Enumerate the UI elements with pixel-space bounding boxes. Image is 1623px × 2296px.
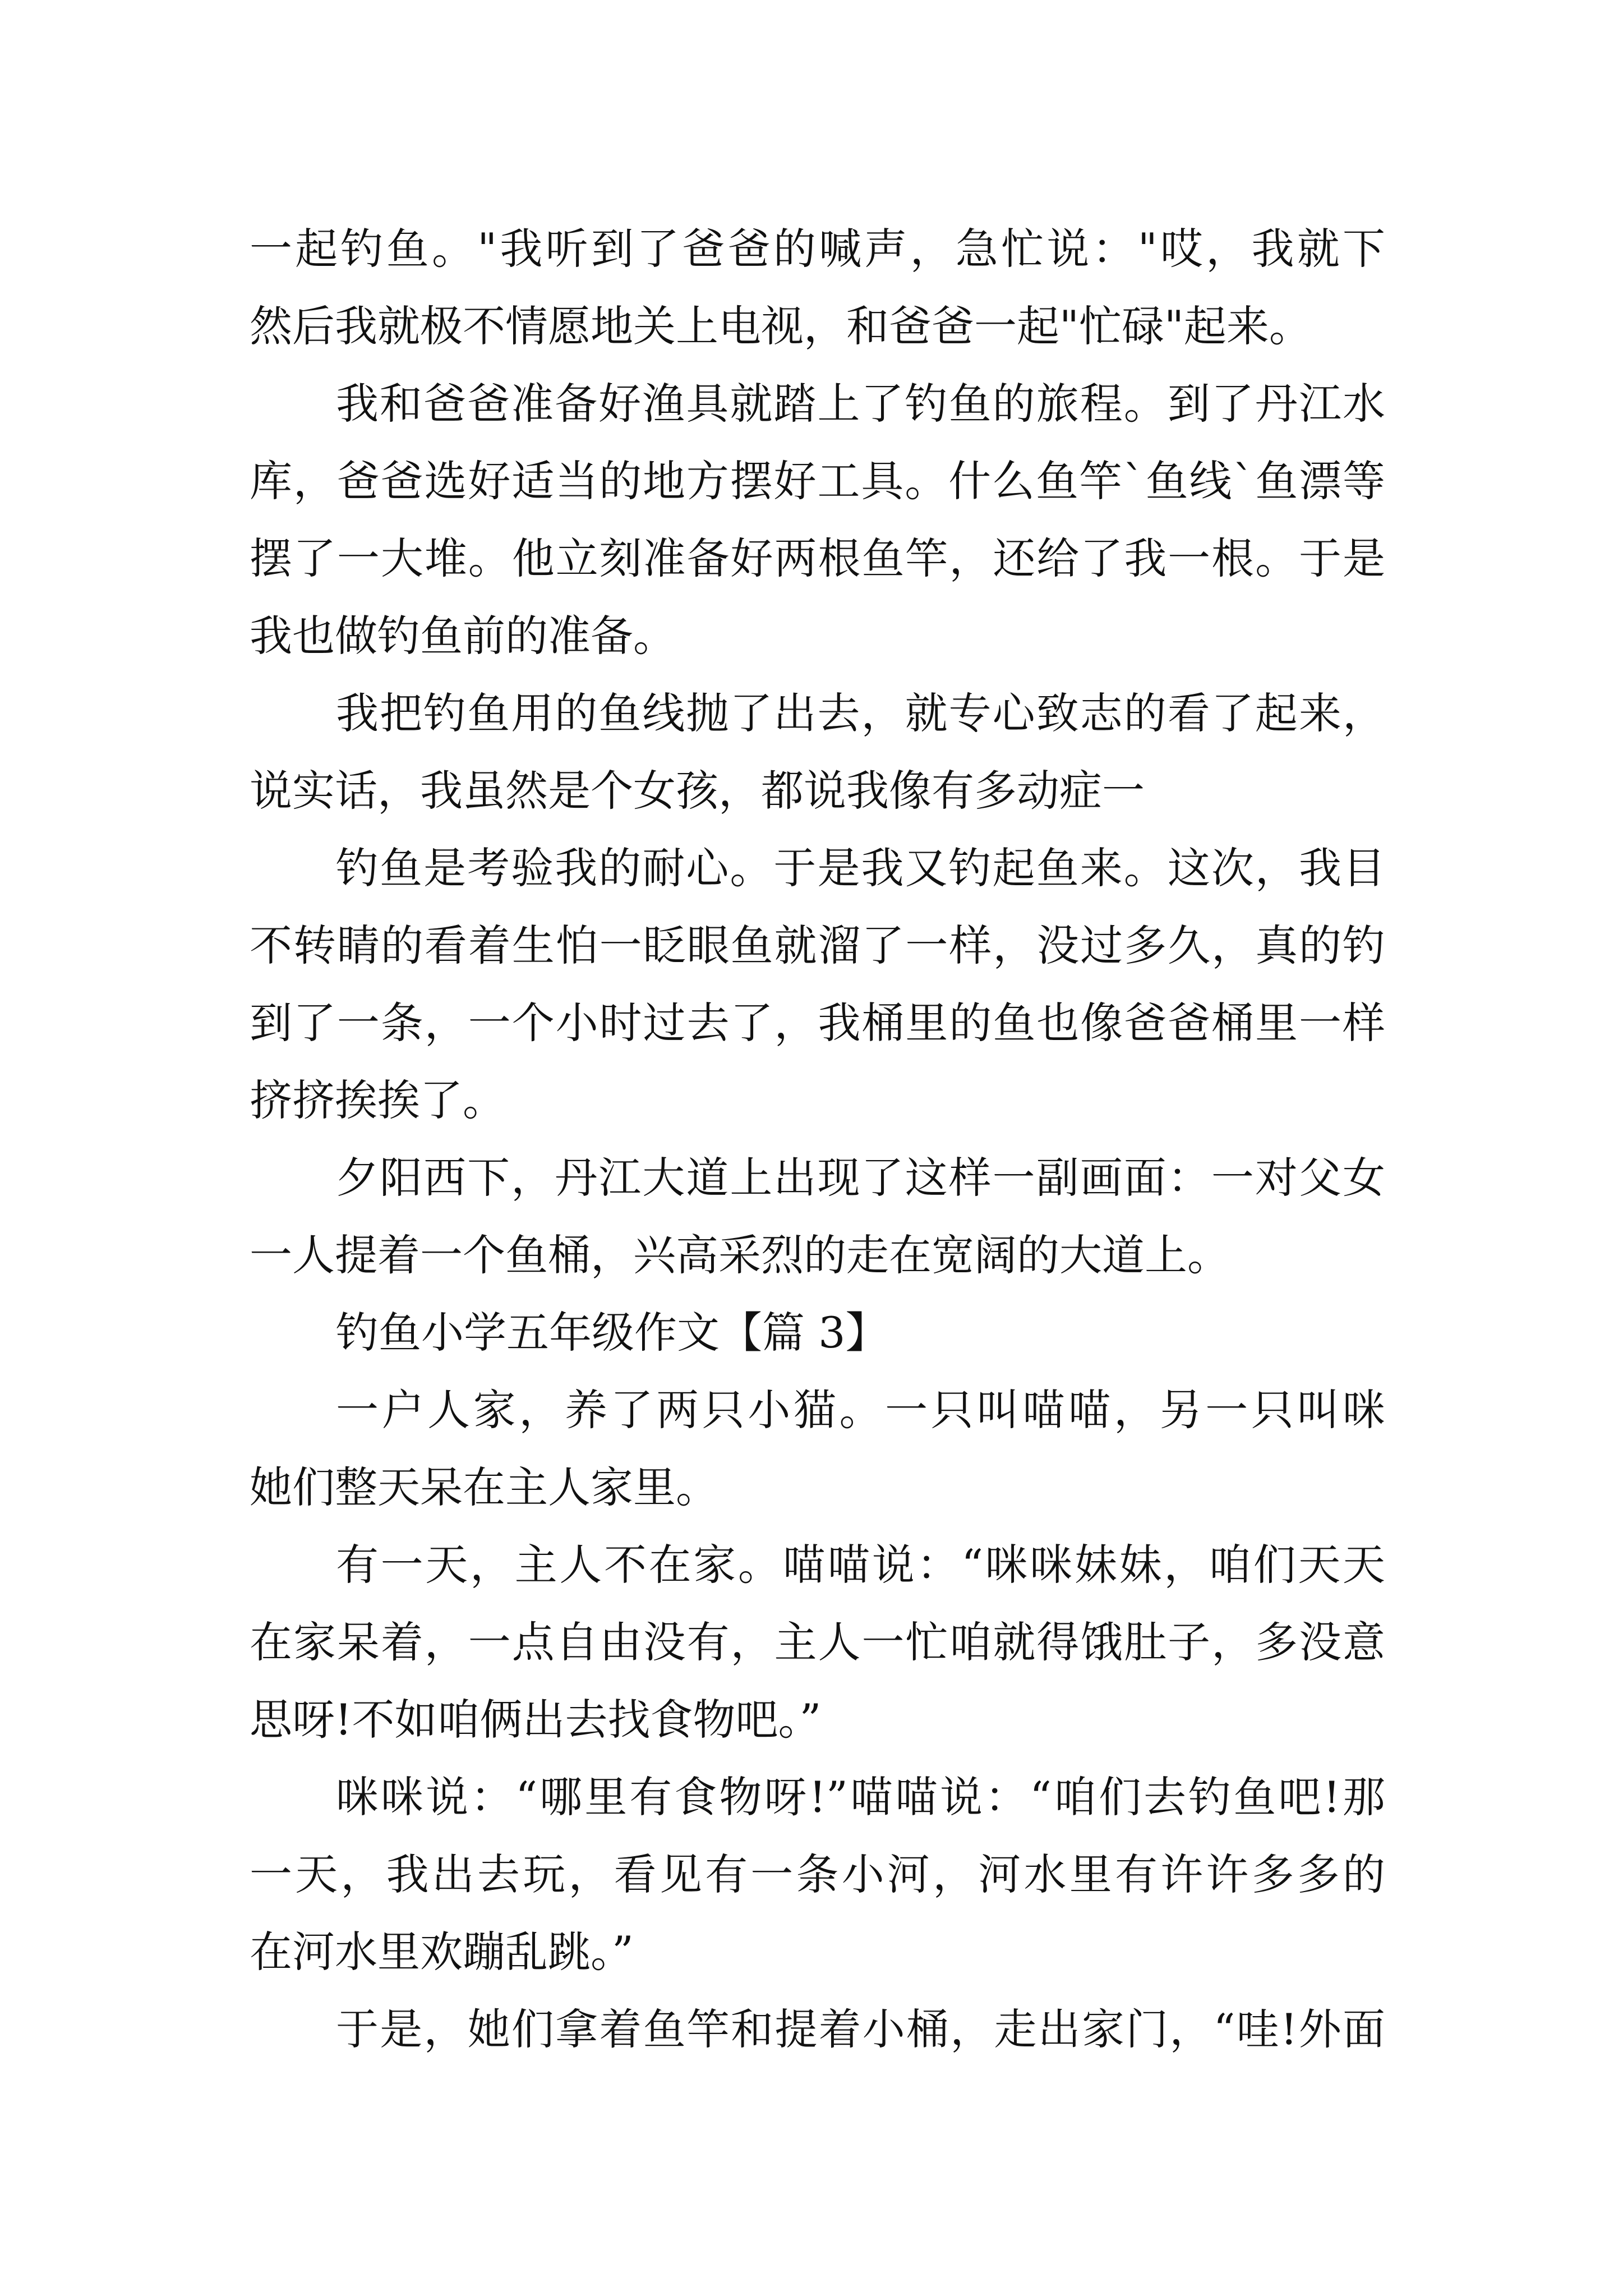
text-line: 在河水里欢蹦乱跳。” xyxy=(250,1927,634,1977)
text-line: 一人提着一个鱼桶，兴高采烈的走在宽阔的大道上。 xyxy=(250,1230,1230,1280)
text-line: 不转睛的看着生怕一眨眼鱼就溜了一样，没过多久，真的钓 xyxy=(250,921,1385,970)
text-line: 钓鱼是考验我的耐心。于是我又钓起鱼来。这次，我目 xyxy=(336,843,1385,893)
document-body xyxy=(250,210,1385,2068)
text-line: 咪咪说：“哪里有食物呀!”喵喵说：“咱们去钓鱼吧!那 xyxy=(336,1772,1385,1822)
text-line: 有一天，主人不在家。喵喵说：“咪咪妹妹，咱们天天 xyxy=(336,1540,1385,1590)
text-line: 摆了一大堆。他立刻准备好两根鱼竿，还给了我一根。于是 xyxy=(250,533,1385,583)
text-line: 我把钓鱼用的鱼线抛了出去，就专心致志的看了起来， xyxy=(336,688,1385,738)
text-line: 到了一条，一个小时过去了，我桶里的鱼也像爸爸桶里一样 xyxy=(250,998,1385,1048)
text-line: 一天，我出去玩，看见有一条小河，河水里有许许多多的 xyxy=(250,1849,1385,1899)
text-line: 一起钓鱼。"我听到了爸爸的喊声，急忙说："哎，我就下 xyxy=(250,224,1385,274)
text-line: 思呀!不如咱俩出去找食物吧。” xyxy=(250,1695,822,1745)
text-line: 在家呆着，一点自由没有，主人一忙咱就得饿肚子，多没意 xyxy=(250,1617,1385,1667)
text-line: 库，爸爸选好适当的地方摆好工具。什么鱼竿`鱼线`鱼漂等 xyxy=(250,456,1385,506)
text-line: 说实话，我虽然是个女孩，都说我像有多动症一 xyxy=(250,766,1145,816)
text-line: 一户人家，养了两只小猫。一只叫喵喵，另一只叫咪 xyxy=(336,1385,1385,1435)
text-line: 我和爸爸准备好渔具就踏上了钓鱼的旅程。到了丹江水 xyxy=(336,379,1385,429)
text-line: 于是，她们拿着鱼竿和提着小桶，走出家门，“哇!外面 xyxy=(336,2004,1385,2054)
text-line: 夕阳西下，丹江大道上出现了这样一副画面：一对父女 xyxy=(336,1153,1385,1203)
text-line: 她们整天呆在主人家里。 xyxy=(250,1462,718,1512)
text-line: 挤挤挨挨了。 xyxy=(250,1075,505,1125)
text-line: 钓鱼小学五年级作文【篇 3】 xyxy=(336,1308,888,1358)
text-line: 然后我就极不情愿地关上电视，和爸爸一起"忙碌"起来。 xyxy=(250,301,1312,351)
text-line: 我也做钓鱼前的准备。 xyxy=(250,611,676,661)
